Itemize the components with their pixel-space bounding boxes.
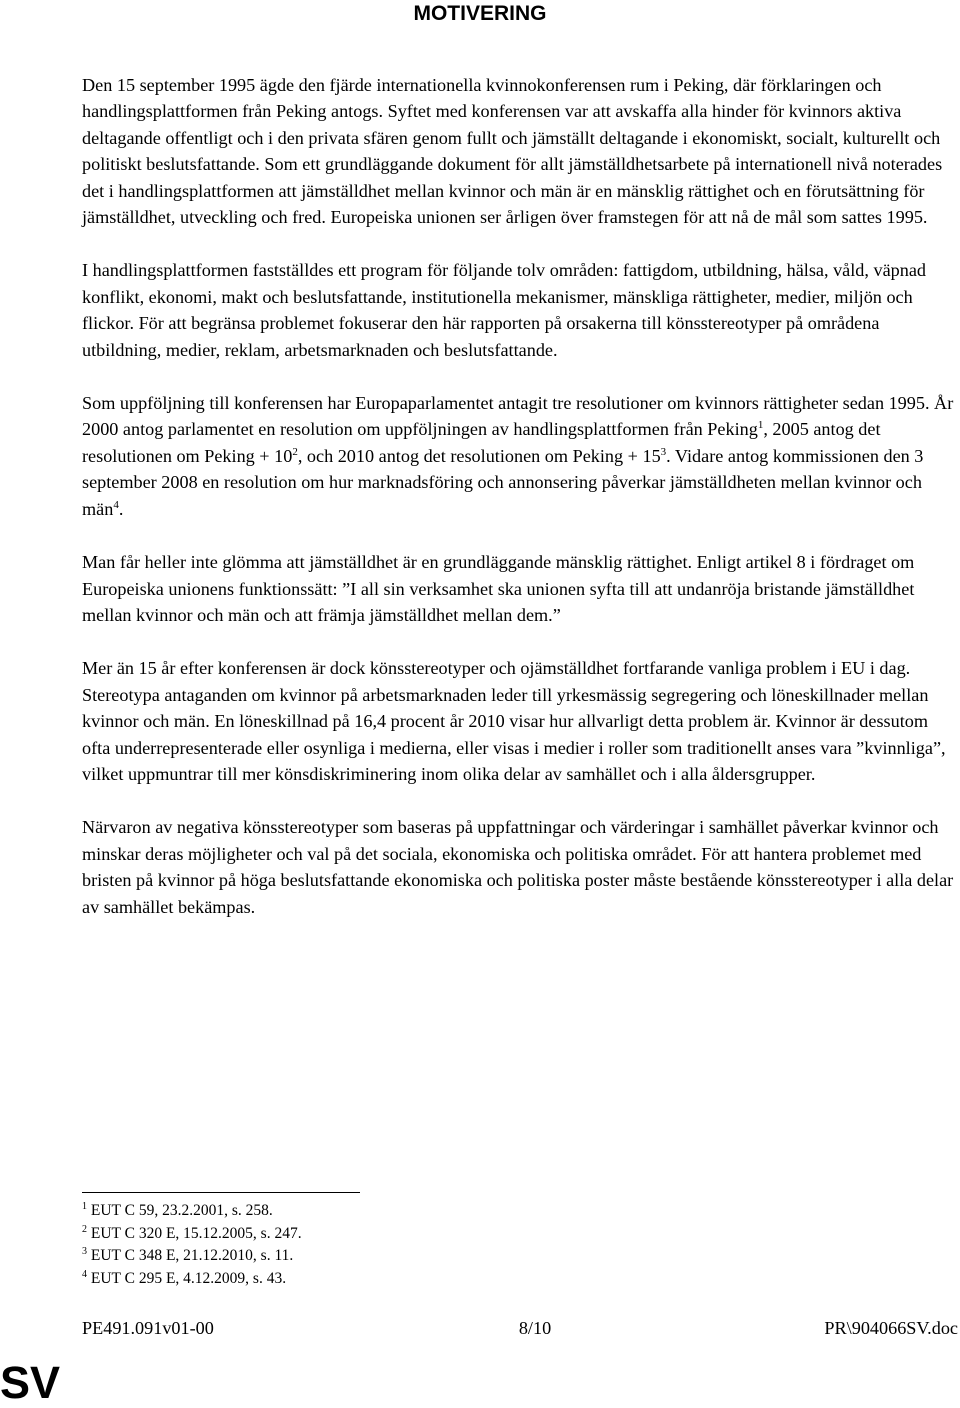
paragraph-3-text: , 2005 antog det resolutionen om Peking + 10 — [82, 419, 881, 466]
footnote — [82, 1223, 302, 1246]
footnote-text: EUT C 348 E, 21.12.2010, s. 11. — [90, 1247, 294, 1265]
body-text — [82, 72, 958, 947]
footnote-text: EUT C 295 E, 4.12.2009, s. 43. — [90, 1269, 287, 1287]
page-footer — [82, 1316, 958, 1340]
paragraph-3-text: . Vidare antog kommissionen den 3 september 2008 en resolution om hur marknadsföring och annonsering påverkar jämställdheten mellan kvinnor och män — [82, 445, 924, 519]
footnote-ref-2[interactable]: 2 — [292, 445, 298, 458]
paragraph-6: Närvaron av negativa könsstereotyper som baseras på uppfattningar och värderingar i samhället påverkar kvinnor och minskar deras möjligheter och val på det sociala, ekonomiska och politiska området. För att hantera problemet med bristen på kvinnor på höga beslutsfattande ekonomiska och politiska poster måste bestående könsstereotyper i alla delar av samhället bekämpas. — [82, 817, 954, 917]
document-reference: PE491.091v01-00 — [82, 1318, 214, 1338]
paragraph-3-text: . — [118, 498, 124, 519]
footnote-ref-4[interactable]: 4 — [113, 498, 119, 511]
footnote-text: EUT C 320 E, 15.12.2005, s. 247. — [90, 1224, 302, 1242]
paragraph-3-text: , och 2010 antog det resolutionen om Peking + 15 — [297, 445, 661, 466]
footnote — [82, 1268, 302, 1291]
paragraph-3 — [82, 390, 958, 522]
paragraph-4: Man får heller inte glömma att jämställdhet är en grundläggande mänsklig rättighet. Enligt artikel 8 i fördraget om Europeiska unionens funktionssätt: ”I all sin verksamhet ska unionen syfta till att undanröja bristande jämställdhet mellan kvinnor och män och att främja jämställdhet mellan dem.” — [82, 552, 915, 625]
footnote-divider — [82, 1192, 360, 1193]
language-code: SV — [0, 1357, 61, 1408]
footnote-number: 1 — [82, 1201, 87, 1212]
footnotes — [82, 1200, 302, 1290]
footnote — [82, 1200, 302, 1223]
section-heading: MOTIVERING — [413, 2, 547, 25]
paragraph-2: I handlingsplattformen fastställdes ett program för följande tolv områden: fattigdom, utbildning, hälsa, våld, väpnad konflikt, ekonomi, makt och beslutsfattande, institutionella mekanismer, mänskliga rättigheter, medier, miljön och flickor. För att begränsa problemet fokuserar den här rapporten på orsakerna till könsstereotyper på områdena utbildning, medier, reklam, arbetsmarknaden och beslutsfattande. — [82, 260, 926, 360]
footnote — [82, 1245, 302, 1268]
footnote-text: EUT C 59, 23.2.2001, s. 258. — [90, 1202, 273, 1219]
footnote-number: 3 — [82, 1246, 87, 1258]
footnote-number: 4 — [82, 1268, 87, 1280]
file-name: PR\904066SV.doc — [824, 1318, 958, 1338]
paragraph-1: Den 15 september 1995 ägde den fjärde internationella kvinnokonferensen rum i Peking, där förklaringen och handlingsplattformen från Peking antogs. Syftet med konferensen var att avskaffa alla hinder för kvinnors aktiva deltagande offentligt och i den privata sfären genom fullt och jämställt deltagande i ekonomiskt, socialt, kulturellt och politiskt beslutsfattande. Som ett grundläggande dokument för allt jämställdhetsarbete på internationell nivå noterades det i handlingsplattformen att jämställdhet mellan kvinnor och män är en mänsklig rättighet och en förutsättning för jämställdhet, utveckling och fred. Europeiska unionen ser årligen över framstegen för att nå de mål som sattes 1995. — [82, 75, 943, 228]
footnote-ref-1[interactable]: 1 — [757, 419, 764, 432]
paragraph-3-text: Som uppföljning till konferensen har Europaparlamentet antagit tre resolutioner om kvinnors rättigheter sedan 1995. År 2000 antog parlamentet en resolution om uppföljningen av handlingsplattformen från Peking — [82, 393, 954, 440]
footnote-number: 2 — [82, 1223, 87, 1235]
footnote-ref-3[interactable]: 3 — [660, 445, 667, 458]
page-number: 8/10 — [518, 1318, 552, 1338]
paragraph-5: Mer än 15 år efter konferensen är dock könsstereotyper och ojämställdhet fortfarande vanliga problem i EU i dag. Stereotypa antaganden om kvinnor på arbetsmarknaden leder till yrkesmässig segregering och löneskillnader mellan kvinnor och män. En löneskillnad på 16,4 procent år 2010 visar hur allvarligt detta problem är. Kvinnor är dessutom ofta underrepresenterade eller osynliga i medierna, eller visas i medier i roller som traditionellt anses vara ”kvinnliga”, vilket uppmuntrar till mer könsdiskriminering inom olika delar av samhället och i alla åldersgrupper. — [82, 658, 946, 784]
